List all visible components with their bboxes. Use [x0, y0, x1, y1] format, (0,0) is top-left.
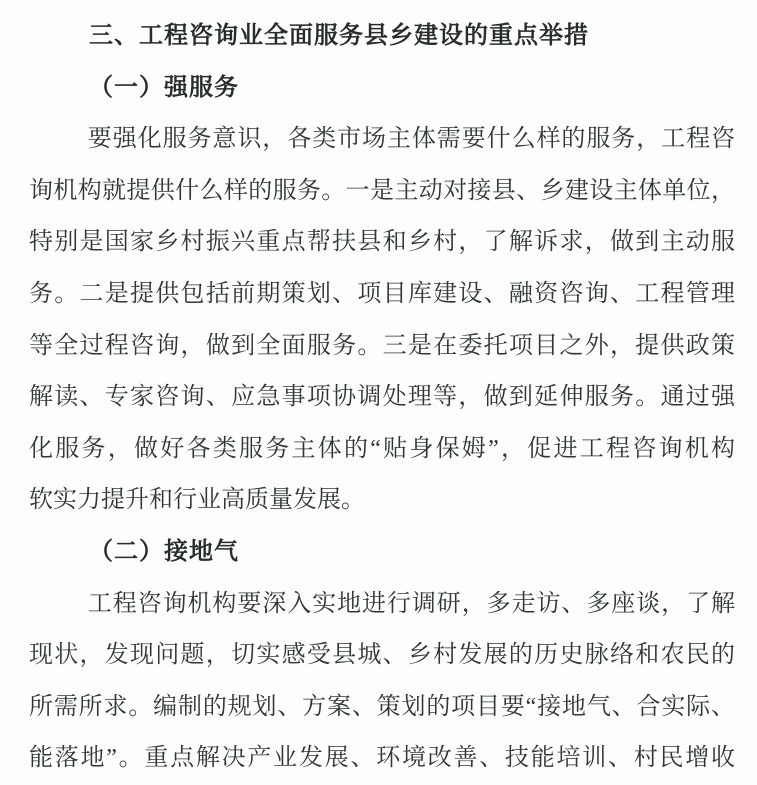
paragraph-line: 询机构就提供什么样的服务。一是主动对接县、乡建设主体单位， [29, 177, 735, 204]
paragraph-line: 能落地”。重点解决产业发展、环境改善、技能培训、村民增收 [29, 745, 735, 772]
paragraph-line: 要强化服务意识，各类市场主体需要什么样的服务，工程咨 [87, 126, 735, 153]
paragraph-line: 解读、专家咨询、应急事项协调处理等，做到延伸服务。通过强 [29, 384, 735, 411]
paragraph-line: 化服务，做好各类服务主体的“贴身保姆”，促进工程咨询机构 [29, 435, 735, 462]
paragraph-line: 等全过程咨询，做到全面服务。三是在委托项目之外，提供政策 [29, 332, 735, 359]
section-1-heading: （一）强服务 [89, 74, 239, 101]
paragraph-line: 软实力提升和行业高质量发展。 [29, 487, 365, 514]
main-heading: 三、工程咨询业全面服务县乡建设的重点举措 [89, 23, 589, 49]
paragraph-line: 所需所求。编制的规划、方案、策划的项目要“接地气、合实际、 [29, 693, 735, 720]
paragraph-line: 工程咨询机构要深入实地进行调研，多走访、多座谈，了解 [87, 590, 735, 617]
section-2-heading: （二）接地气 [89, 538, 239, 565]
paragraph-line: 务。二是提供包括前期策划、项目库建设、融资咨询、工程管理 [29, 280, 735, 307]
paragraph-line: 特别是国家乡村振兴重点帮扶县和乡村，了解诉求，做到主动服 [29, 229, 735, 256]
paragraph-line: 现状，发现问题，切实感受县城、乡村发展的历史脉络和农民的 [29, 642, 735, 669]
